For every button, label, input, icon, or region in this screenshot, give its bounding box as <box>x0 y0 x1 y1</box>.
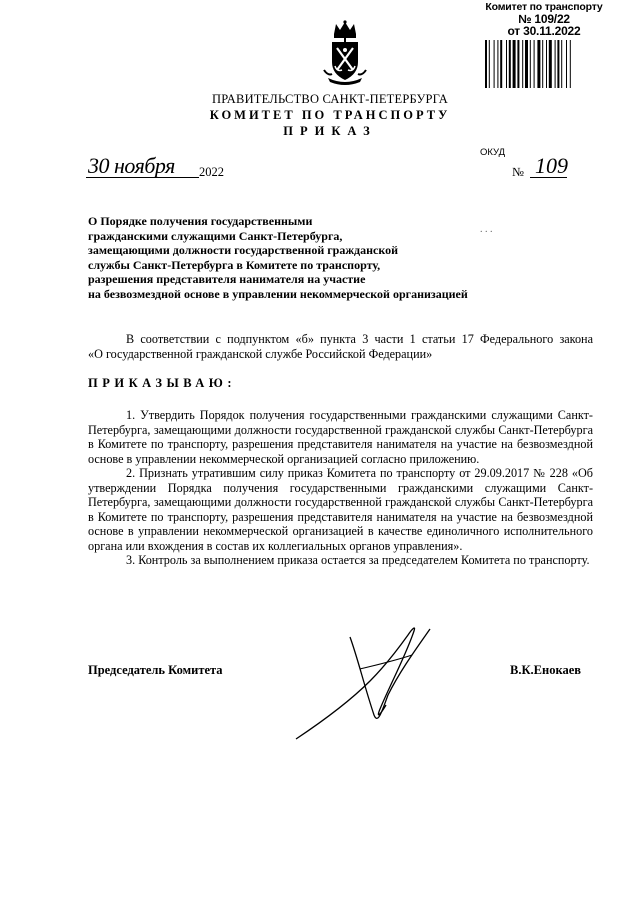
title-line: гражданскими служащими Санкт-Петербурга, <box>88 228 343 243</box>
handwritten-date: 30 ноября <box>88 153 175 178</box>
government-header: ПРАВИТЕЛЬСТВО САНКТ-ПЕТЕРБУРГА <box>212 92 448 106</box>
stamp-organization: Комитет по транспорту <box>485 1 603 13</box>
number-underline <box>530 177 567 178</box>
number-sign: № <box>512 165 524 179</box>
preamble-line-1: В соответствии с подпунктом «б» пункта 3 части 1 статьи 17 Федерального закона <box>126 332 593 346</box>
preamble <box>88 332 593 361</box>
coat-of-arms-emblem <box>322 20 368 88</box>
order-item-2: 2. Признать утратившим силу приказ Комитета по транспорту от 29.09.2017 № 228 «Об утверждении Порядка получения государственными гражданскими служащими Санкт-Петербурга, замещающими должности государственной гражданской службы Санкт-Петербурга в Комитете по транспорту, разрешения представителя нанимателя на участие на безвозмездной основе в управлении некоммерческой организацией в качестве единоличного исполнительного органа или вхождения в состав их коллегиальных органов управления». <box>88 466 593 553</box>
faint-dots: . . . <box>480 224 493 235</box>
signatory-position: Председатель Комитета <box>88 663 223 677</box>
committee-header: КОМИТЕТ ПО ТРАНСПОРТУ <box>209 108 451 122</box>
handwritten-number: 109 <box>535 153 568 178</box>
order-item-3: 3. Контроль за выполнением приказа остается за председателем Комитета по транспорту. <box>126 553 590 567</box>
registration-stamp <box>482 2 606 37</box>
date-underline <box>86 177 199 178</box>
order-heading: ПРИКАЗЫВАЮ: <box>88 376 237 390</box>
title-line: службы Санкт-Петербурга в Комитете по транспорту, <box>88 257 381 272</box>
barcode <box>484 40 604 88</box>
title-line: на безвозмездной основе в управлении некоммерческой организацией <box>88 286 468 301</box>
preamble-line-2: «О государственной гражданской службе Российской Федерации» <box>88 346 433 361</box>
stamp-date: от 30.11.2022 <box>507 24 581 38</box>
date-year: 2022 <box>199 165 224 179</box>
title-line: разрешения представителя нанимателя на участие <box>88 272 366 286</box>
handwritten-signature <box>290 615 440 745</box>
document-title <box>88 214 608 301</box>
title-line: замещающими должности государственной гражданской <box>88 243 399 257</box>
title-line: О Порядке получения государственными <box>88 214 313 228</box>
stamp-number: № 109/22 <box>518 12 570 26</box>
order-items <box>88 408 593 568</box>
order-item-1: 1. Утвердить Порядок получения государственными гражданскими служащими Санкт-Петербурга, замещающими должности государственной гражданской службы Санкт-Петербурга в Комитете по транспорту, разрешения представителя нанимателя на участие на безвозмездной основе в управлении некоммерческой организацией согласно приложению. <box>88 408 593 466</box>
signatory-name: В.К.Енокаев <box>510 663 582 677</box>
okud-label: ОКУД <box>480 147 506 158</box>
document-type: ПРИКАЗ <box>283 124 377 138</box>
